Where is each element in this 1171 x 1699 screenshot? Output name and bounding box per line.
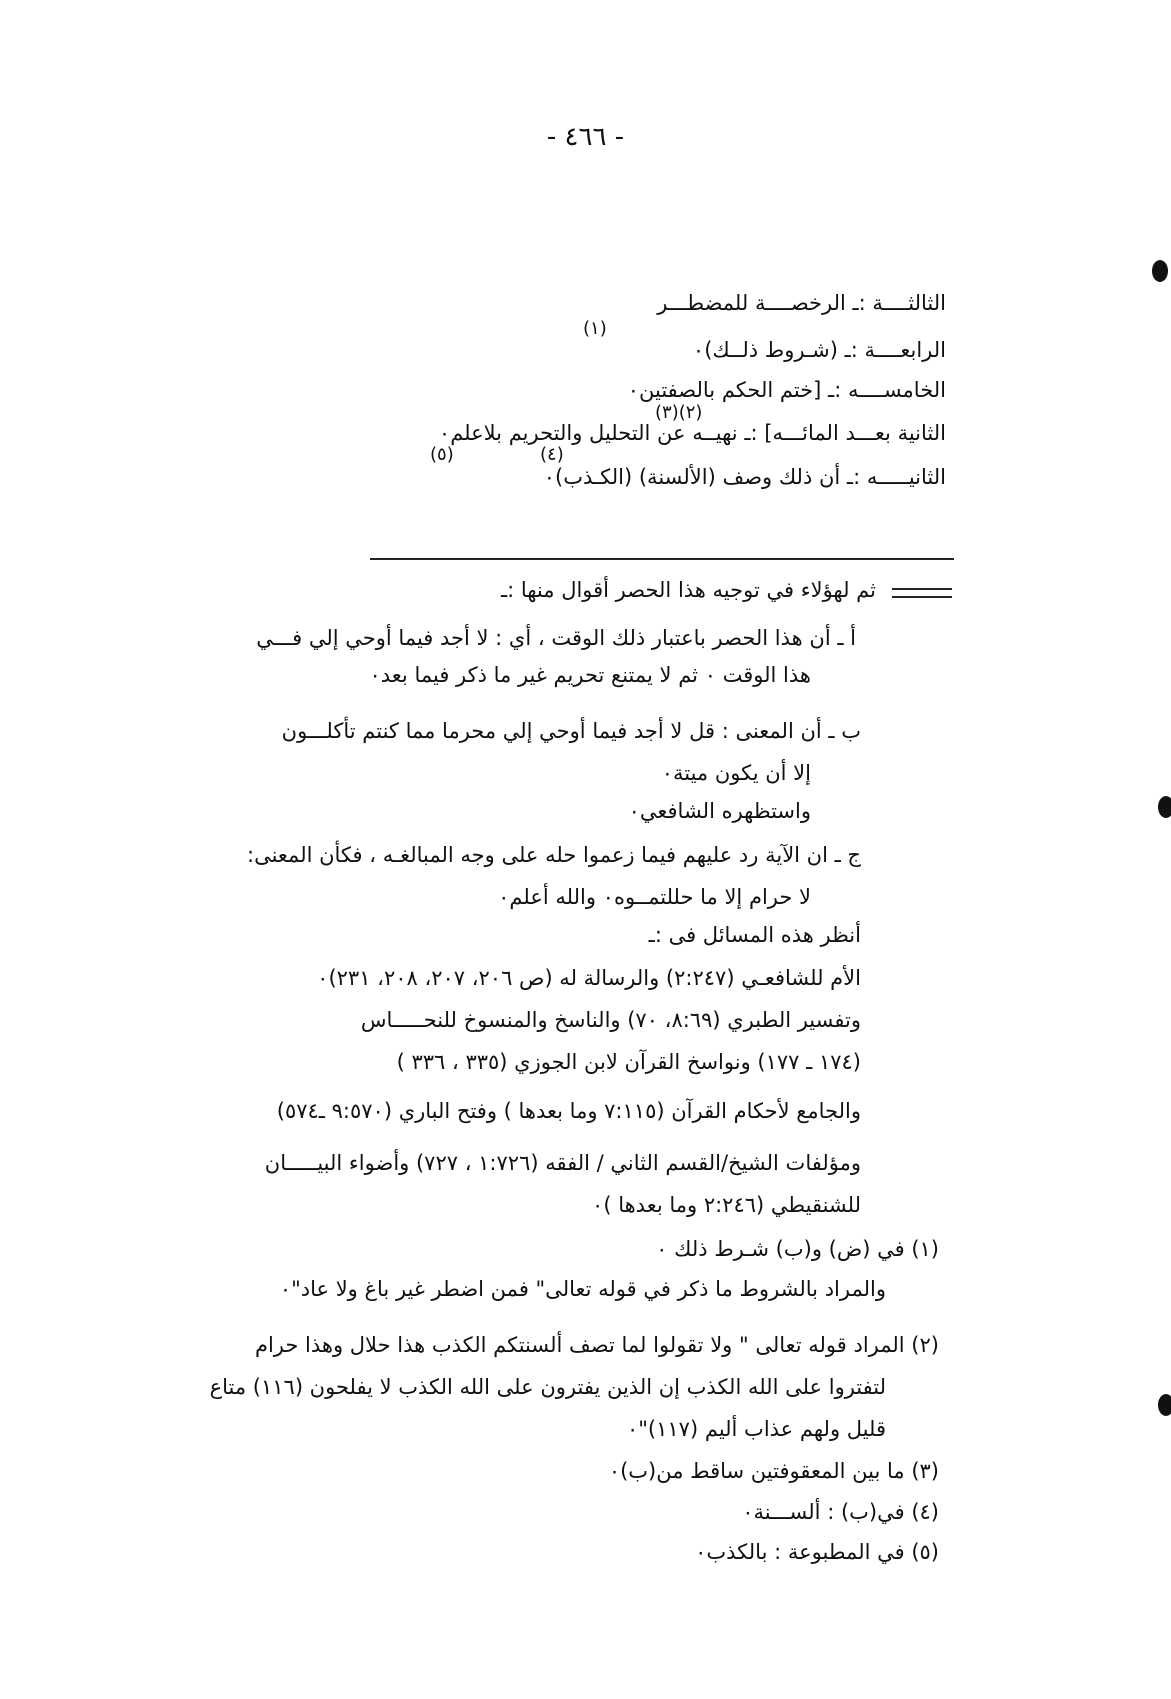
section-divider: [370, 558, 954, 560]
list-item-one-hundred-second: [439, 418, 946, 448]
references-heading: أنظر هذه المسائل فى :ـ: [648, 923, 861, 947]
footnote-2-line-3: قليل ولهم عذاب أليم (١١٧)"٠: [626, 1417, 886, 1441]
footnote-2-line-2: لتفتروا على الله الكذب إن الذين يفترون على الله الكذب لا يفلحون (١١٦) متاع: [209, 1375, 886, 1399]
reference-line-6: للشنقيطي (٢:٢٤٦ وما بعدها )٠: [592, 1193, 861, 1217]
footnote-mark-4: (٤): [540, 444, 564, 465]
point-c-line-2: لا حرام إلا ما حللتمــوه٠ والله أعلم٠: [498, 885, 811, 909]
footnote-4: (٤) في(ب) : ألســـنة٠: [742, 1500, 939, 1524]
footnote-5: (٥) في المطبوعة : بالكذب٠: [695, 1540, 939, 1564]
list-text: [ختم الحكم بالصفتين٠: [627, 378, 822, 402]
double-rule-mark: [892, 588, 952, 598]
reference-line-5: ومؤلفات الشيخ/القسم الثاني / الفقه (١:٧٢٦ ، ٧٢٧) وأضواء البيـــــان: [264, 1151, 861, 1175]
list-label: الخامســــه :ـ: [828, 378, 946, 402]
footnote-mark-1: (١): [583, 318, 607, 339]
list-label: الثانية بعـــد المائـــه] :ـ: [744, 421, 946, 445]
point-c-line-1: ج ـ ان الآية رد عليهم فيما زعموا حله على وجه المبالغـه ، فكأن المعنى:: [247, 843, 861, 867]
scan-punch-hole: [1158, 796, 1171, 818]
footnote-mark-2-3: (٢)(٣): [655, 402, 703, 423]
page-number: - ٤٦٦ -: [546, 122, 625, 152]
point-a-line-2: هذا الوقت ٠ ثم لا يمتنع تحريم غير ما ذكر فيما بعد٠: [369, 663, 811, 687]
list-text: أن ذلك وصف (الألسنة) (الكـذب)٠: [543, 465, 841, 489]
list-label: الرابعــــة :ـ: [844, 338, 946, 362]
reference-line-1: الأم للشافعـي (٢:٢٤٧) والرسالة له (ص ٢٠٦، ٢٠٧، ٢٠٨، ٢٣١)٠: [317, 966, 861, 990]
reference-line-3: (١٧٤ ـ ١٧٧) ونواسخ القرآن لابن الجوزي (٣٣٥ ، ٣٣٦ ): [396, 1050, 861, 1074]
list-text: (شـروط ذلــك)٠: [692, 338, 838, 362]
list-text: الرخصــــة للمضطـــر: [657, 291, 846, 315]
point-a-line-1: أ ـ أن هذا الحصر باعتبار ذلك الوقت ، أي : لا أجد فيما أوحي إلي فـــي: [256, 626, 856, 650]
list-label: الثالثــــة :ـ: [852, 291, 946, 315]
reference-line-4: والجامع لأحكام القرآن (٧:١١٥ وما بعدها ) وفتح الباري (٩:٥٧٠ ـ٥٧٤): [276, 1099, 861, 1123]
scan-punch-hole: [1152, 260, 1168, 282]
list-item-third: [657, 288, 946, 318]
footnote-mark-5: (٥): [430, 444, 454, 465]
reference-line-2: وتفسير الطبري (٨:٦٩، ٧٠) والناسخ والمنسوخ للنحـــــاس: [360, 1008, 861, 1032]
point-b-line-1: ب ـ أن المعنى : قل لا أجد فيما أوحي إلي محرما مما كنتم تأكلـــون: [281, 719, 861, 743]
list-label: الثانيـــــه :ـ: [846, 465, 946, 489]
list-item-fifth: [628, 375, 946, 405]
footnote-3: (٣) ما بين المعقوفتين ساقط من(ب)٠: [608, 1459, 939, 1483]
list-item-second: [544, 462, 946, 492]
scan-punch-hole: [1158, 1394, 1171, 1416]
list-item-fourth: [693, 335, 946, 365]
point-b-line-2: إلا أن يكون ميتة٠: [661, 761, 811, 785]
point-b-line-3: واستظهره الشافعي٠: [628, 799, 811, 823]
body-intro: ثم لهؤلاء في توجيه هذا الحصر أقوال منها :ـ: [500, 578, 876, 602]
footnote-1-line-2: والمراد بالشروط ما ذكر في قوله تعالى" فمن اضطر غير باغ ولا عاد"٠: [279, 1277, 886, 1301]
list-text: نهيــه عن التحليل والتحريم بلاعلم٠: [438, 421, 738, 445]
footnote-1-line-1: (١) في (ض) و(ب) شـرط ذلك ٠: [656, 1237, 939, 1261]
footnote-2-line-1: (٢) المراد قوله تعالى " ولا تقولوا لما تصف ألسنتكم الكذب هذا حلال وهذا حرام: [254, 1333, 939, 1357]
